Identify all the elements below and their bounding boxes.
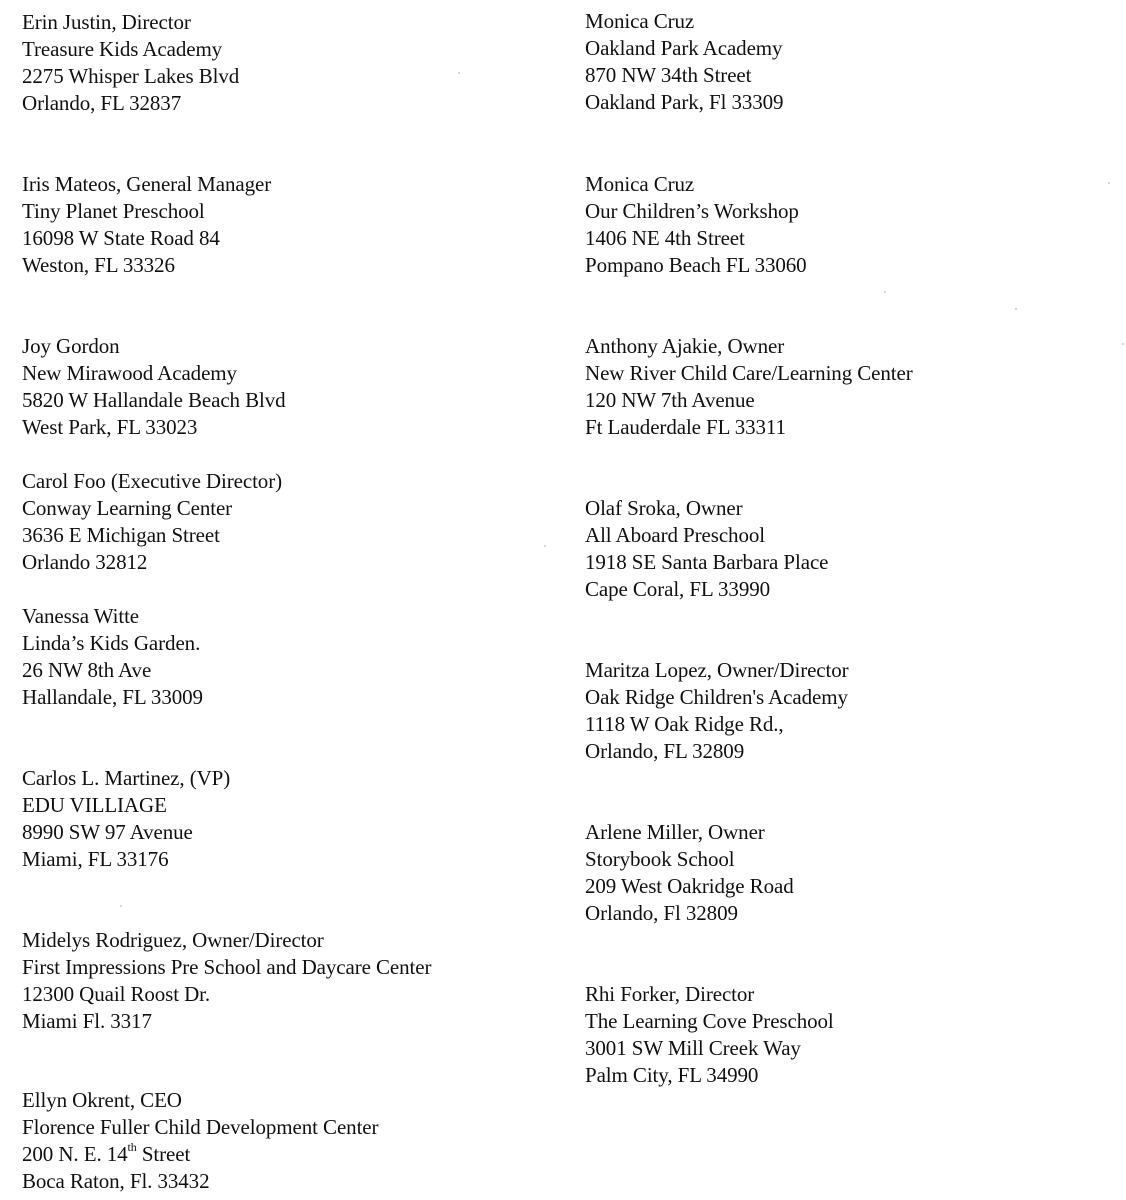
street-address [22, 1141, 562, 1168]
street-name: Street [136, 1142, 191, 1166]
address-block [585, 819, 1105, 927]
address-block [22, 333, 562, 441]
city-state-zip: Pompano Beach FL 33060 [585, 253, 807, 277]
street-address: 2275 Whisper Lakes Blvd [22, 64, 240, 88]
address-block [22, 765, 562, 873]
contact-name: Monica Cruz [585, 9, 695, 33]
organization-name: Linda’s Kids Garden. [22, 631, 201, 655]
contact-name: Arlene Miller, Owner [585, 820, 765, 844]
city-state-zip: Orlando, Fl 32809 [585, 901, 738, 925]
contact-name: Ellyn Okrent, CEO [22, 1088, 182, 1112]
organization-name: New River Child Care/Learning Center [585, 361, 913, 385]
organization-name: Oak Ridge Children's Academy [585, 685, 848, 709]
city-state-zip: Miami Fl. 3317 [22, 1009, 152, 1033]
city-state-zip: West Park, FL 33023 [22, 415, 198, 439]
contact-name: Monica Cruz [585, 172, 695, 196]
city-state-zip: Palm City, FL 34990 [585, 1063, 759, 1087]
city-state-zip: Orlando, FL 32809 [585, 739, 745, 763]
street-address: 16098 W State Road 84 [22, 226, 220, 250]
city-state-zip: Orlando 32812 [22, 550, 148, 574]
address-block [22, 468, 562, 576]
organization-name: First Impressions Pre School and Daycare Center [22, 955, 432, 979]
address-block [585, 657, 1105, 765]
address-block [22, 171, 562, 279]
city-state-zip: Oakland Park, Fl 33309 [585, 90, 784, 114]
street-address: 1406 NE 4th Street [585, 226, 745, 250]
contact-name: Rhi Forker, Director [585, 982, 755, 1006]
address-block [22, 9, 562, 117]
scan-speck [1015, 308, 1017, 310]
city-state-zip: Orlando, FL 32837 [22, 91, 182, 115]
address-block [22, 927, 562, 1035]
street-address: 870 NW 34th Street [585, 63, 752, 87]
contact-name: Maritza Lopez, Owner/Director [585, 658, 849, 682]
city-state-zip: Weston, FL 33326 [22, 253, 175, 277]
city-state-zip: Ft Lauderdale FL 33311 [585, 415, 786, 439]
contact-name: Erin Justin, Director [22, 10, 191, 34]
scan-speck [884, 291, 886, 293]
organization-name: All Aboard Preschool [585, 523, 765, 547]
street-address: 3001 SW Mill Creek Way [585, 1036, 801, 1060]
organization-name: New Mirawood Academy [22, 361, 237, 385]
contact-name: Olaf Sroka, Owner [585, 496, 743, 520]
contact-name: Vanessa Witte [22, 604, 140, 628]
street-address: 8990 SW 97 Avenue [22, 820, 193, 844]
contact-name: Carlos L. Martinez, (VP) [22, 766, 231, 790]
address-block [585, 495, 1105, 603]
street-address: 120 NW 7th Avenue [585, 388, 755, 412]
scan-speck [1122, 343, 1124, 345]
organization-name: Florence Fuller Child Development Center [22, 1115, 379, 1139]
scan-speck [458, 72, 460, 74]
city-state-zip: Cape Coral, FL 33990 [585, 577, 771, 601]
city-state-zip: Miami, FL 33176 [22, 847, 169, 871]
contact-name: Iris Mateos, General Manager [22, 172, 272, 196]
street-number: 200 N. E. 14 [22, 1142, 128, 1166]
address-block [22, 603, 562, 711]
address-block [585, 333, 1105, 441]
contact-name: Midelys Rodriguez, Owner/Director [22, 928, 324, 952]
organization-name: Our Children’s Workshop [585, 199, 799, 223]
address-block [22, 1087, 562, 1195]
organization-name: Tiny Planet Preschool [22, 199, 205, 223]
city-state-zip: Hallandale, FL 33009 [22, 685, 203, 709]
street-address: 209 West Oakridge Road [585, 874, 794, 898]
organization-name: EDU VILLIAGE [22, 793, 167, 817]
organization-name: Conway Learning Center [22, 496, 233, 520]
street-address: 26 NW 8th Ave [22, 658, 152, 682]
street-address: 3636 E Michigan Street [22, 523, 220, 547]
contact-name: Joy Gordon [22, 334, 120, 358]
address-block [585, 171, 1105, 279]
organization-name: Storybook School [585, 847, 735, 871]
street-address: 12300 Quail Roost Dr. [22, 982, 211, 1006]
contact-name: Carol Foo (Executive Director) [22, 469, 282, 493]
organization-name: Oakland Park Academy [585, 36, 783, 60]
address-block [585, 981, 1105, 1089]
scan-speck [1108, 182, 1110, 184]
address-block [585, 8, 1105, 116]
street-address: 5820 W Hallandale Beach Blvd [22, 388, 286, 412]
organization-name: Treasure Kids Academy [22, 37, 223, 61]
ordinal-suffix: th [127, 1140, 137, 1154]
scan-speck [544, 545, 546, 547]
organization-name: The Learning Cove Preschool [585, 1009, 834, 1033]
street-address: 1118 W Oak Ridge Rd., [585, 712, 784, 736]
contact-name: Anthony Ajakie, Owner [585, 334, 785, 358]
city-state-zip: Boca Raton, Fl. 33432 [22, 1169, 210, 1193]
scan-speck [120, 905, 122, 907]
street-address: 1918 SE Santa Barbara Place [585, 550, 829, 574]
